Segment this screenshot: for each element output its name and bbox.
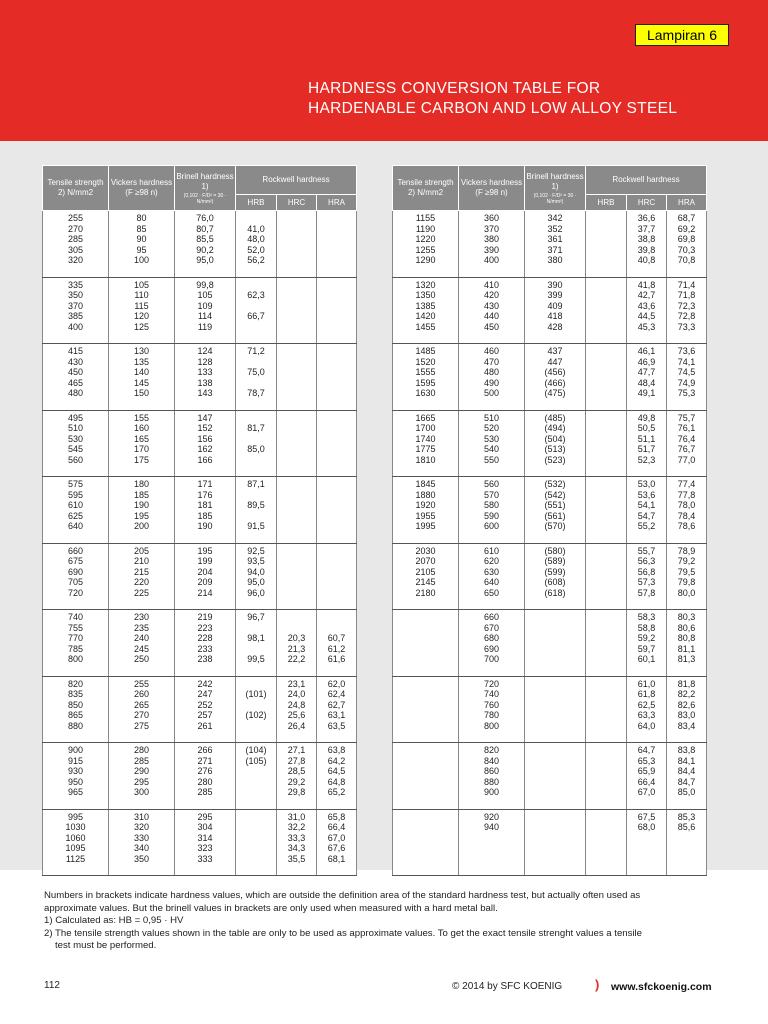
hrc-cell: [277, 543, 317, 610]
tensile-cell: 1845 1880 1920 1955 1995: [393, 477, 459, 544]
brinell-formula: (0,102 · F/D² = 30 · N/mm²): [183, 192, 227, 205]
hrb-cell: 62,3 66,7: [236, 277, 277, 344]
hrc-cell: 64,7 65,3 65,9 66,4 67,0: [627, 743, 667, 810]
header-tensile: Tensile strength 2) N/mm2: [393, 166, 459, 211]
header-hrb: HRB: [236, 195, 277, 211]
tensile-cell: 2030 2070 2105 2145 2180: [393, 543, 459, 610]
brinell-cell: (532) (542) (551) (561) (570): [525, 477, 586, 544]
hrb-cell: [586, 410, 627, 477]
hrc-cell: 36,6 37,7 38,8 39,8 40,8: [627, 211, 667, 278]
note-line: approximate values. But the brinell values in brackets are only used when measured with a hard metal ball.: [44, 902, 498, 914]
header-vickers: Vickers hardness (F ≥98 n): [459, 166, 525, 211]
table-row-group: [43, 477, 357, 544]
vickers-cell: 360 370 380 390 400: [459, 211, 525, 278]
brinell-label: Brinell hardness 1): [526, 171, 584, 191]
tensile-cell: 740 755 770 785 800: [43, 610, 109, 677]
hrc-cell: 58,3 58,8 59,2 59,7 60,1: [627, 610, 667, 677]
brinell-cell: 195 199 204 209 214: [175, 543, 236, 610]
table-row-group: [43, 410, 357, 477]
vickers-cell: 255 260 265 270 275: [109, 676, 175, 743]
conversion-table-left: [42, 165, 357, 876]
table-row-group: [393, 610, 707, 677]
title-line-2: HARDENABLE CARBON AND LOW ALLOY STEEL: [308, 100, 678, 117]
table-body-left: [43, 211, 357, 876]
vickers-cell: 920 940: [459, 809, 525, 876]
vickers-cell: 180 185 190 195 200: [109, 477, 175, 544]
hrb-cell: [236, 809, 277, 876]
hrc-cell: 53,0 53,6 54,1 54,7 55,2: [627, 477, 667, 544]
hrb-cell: [586, 676, 627, 743]
hrb-cell: [586, 743, 627, 810]
brinell-formula: (0,102 · F/D² = 30 · N/mm²): [533, 192, 577, 205]
brinell-label: Brinell hardness 1): [176, 171, 234, 191]
vickers-cell: 310 320 330 340 350: [109, 809, 175, 876]
hra-cell: 71,4 71,8 72,3 72,8 73,3: [667, 277, 707, 344]
vickers-cell: 155 160 165 170 175: [109, 410, 175, 477]
table-row-group: [393, 211, 707, 278]
lampiran-badge: Lampiran 6: [635, 24, 729, 46]
table-row-group: [393, 743, 707, 810]
tensile-cell: [393, 676, 459, 743]
table-row-group: [393, 277, 707, 344]
hrb-cell: [586, 277, 627, 344]
hra-cell: 68,7 69,2 69,8 70,3 70,8: [667, 211, 707, 278]
table-body-right: [393, 211, 707, 876]
table-row-group: [43, 809, 357, 876]
hrc-cell: 46,1 46,9 47,7 48,4 49,1: [627, 344, 667, 411]
page-title: [308, 79, 677, 119]
hrb-cell: 41,0 48,0 52,0 56,2: [236, 211, 277, 278]
website-link[interactable]: www.sfckoenig.com: [611, 981, 712, 993]
brinell-cell: 99,8 105 109 114 119: [175, 277, 236, 344]
hrb-cell: [586, 344, 627, 411]
tensile-cell: 495 510 530 545 560: [43, 410, 109, 477]
hrc-cell: [277, 410, 317, 477]
brinell-cell: 242 247 252 257 261: [175, 676, 236, 743]
vickers-cell: 280 285 290 295 300: [109, 743, 175, 810]
note-line: Numbers in brackets indicate hardness values, which are outside the definition area of the standard hardness test, but actually often used as: [44, 890, 641, 901]
brinell-cell: 219 223 228 233 238: [175, 610, 236, 677]
brinell-cell: [525, 676, 586, 743]
tensile-cell: 1485 1520 1555 1595 1630: [393, 344, 459, 411]
brand-mark-icon: ): [595, 977, 600, 992]
hrc-cell: 67,5 68,0: [627, 809, 667, 876]
tensile-cell: 1155 1190 1220 1255 1290: [393, 211, 459, 278]
header-hra: HRA: [667, 195, 707, 211]
hrb-cell: (101) (102): [236, 676, 277, 743]
hra-cell: 60,7 61,2 61,6: [317, 610, 357, 677]
hrb-cell: 92,5 93,5 94,0 95,0 96,0: [236, 543, 277, 610]
table-row-group: [393, 543, 707, 610]
brinell-cell: 437 447 (456) (466) (475): [525, 344, 586, 411]
hrc-cell: 20,3 21,3 22,2: [277, 610, 317, 677]
hrb-cell: 71,2 75,0 78,7: [236, 344, 277, 411]
brinell-cell: 342 352 361 371 380: [525, 211, 586, 278]
hra-cell: 62,0 62,4 62,7 63,1 63,5: [317, 676, 357, 743]
hrb-cell: [586, 809, 627, 876]
hra-cell: 80,3 80,6 80,8 81,1 81,3: [667, 610, 707, 677]
header-vickers: Vickers hardness (F ≥98 n): [109, 166, 175, 211]
vickers-cell: 80 85 90 95 100: [109, 211, 175, 278]
header-rockwell: Rockwell hardness: [236, 166, 357, 195]
page-number: 112: [44, 980, 60, 991]
footnotes: [44, 890, 724, 953]
hra-cell: 73,6 74,1 74,5 74,9 75,3: [667, 344, 707, 411]
table-row-group: [43, 344, 357, 411]
header-hrc: HRC: [627, 195, 667, 211]
tensile-cell: [393, 743, 459, 810]
table-row-group: [43, 676, 357, 743]
header-brinell: [175, 166, 236, 211]
hrc-cell: 41,8 42,7 43,6 44,5 45,3: [627, 277, 667, 344]
header-banner: [0, 0, 768, 141]
note-tensile-cont: test must be performed.: [55, 940, 157, 951]
hrc-cell: 23,1 24,0 24,8 25,6 26,4: [277, 676, 317, 743]
tensile-cell: 255 270 285 305 320: [43, 211, 109, 278]
hrb-cell: 96,7 98,1 99,5: [236, 610, 277, 677]
brinell-cell: (485) (494) (504) (513) (523): [525, 410, 586, 477]
table-row-group: [43, 543, 357, 610]
table-row-group: [393, 809, 707, 876]
vickers-cell: 660 670 680 690 700: [459, 610, 525, 677]
vickers-cell: 720 740 760 780 800: [459, 676, 525, 743]
hra-cell: 65,8 66,4 67,0 67,6 68,1: [317, 809, 357, 876]
brinell-cell: [525, 743, 586, 810]
hra-cell: [317, 344, 357, 411]
hrb-cell: (104) (105): [236, 743, 277, 810]
hrb-cell: [586, 543, 627, 610]
conversion-table-right: [392, 165, 707, 876]
hra-cell: 81,8 82,2 82,6 83,0 83,4: [667, 676, 707, 743]
tensile-cell: 415 430 450 465 480: [43, 344, 109, 411]
hrb-cell: [586, 610, 627, 677]
brinell-cell: 76,0 80,7 85,5 90,2 95,0: [175, 211, 236, 278]
hrc-cell: 49,8 50,5 51,1 51,7 52,3: [627, 410, 667, 477]
hra-cell: 78,9 79,2 79,5 79,8 80,0: [667, 543, 707, 610]
tensile-cell: 995 1030 1060 1095 1125: [43, 809, 109, 876]
table-row-group: [393, 344, 707, 411]
hrc-cell: 27,1 27,8 28,5 29,2 29,8: [277, 743, 317, 810]
hrc-cell: [277, 344, 317, 411]
hrc-cell: [277, 211, 317, 278]
header-rockwell: Rockwell hardness: [586, 166, 707, 195]
table-row-group: [393, 676, 707, 743]
title-line-1: HARDNESS CONVERSION TABLE FOR: [308, 80, 601, 97]
hrc-cell: [277, 477, 317, 544]
table-row-group: [43, 211, 357, 278]
brinell-cell: [525, 809, 586, 876]
hra-cell: 85,3 85,6: [667, 809, 707, 876]
vickers-cell: 510 520 530 540 550: [459, 410, 525, 477]
tensile-cell: 820 835 850 865 880: [43, 676, 109, 743]
hrb-cell: 87,1 89,5 91,5: [236, 477, 277, 544]
hrb-cell: 81,7 85,0: [236, 410, 277, 477]
hrc-cell: 61,0 61,8 62,5 63,3 64,0: [627, 676, 667, 743]
hrc-cell: 31,0 32,2 33,3 34,3 35,5: [277, 809, 317, 876]
brinell-cell: 171 176 181 185 190: [175, 477, 236, 544]
header-hrb: HRB: [586, 195, 627, 211]
vickers-cell: 230 235 240 245 250: [109, 610, 175, 677]
brinell-cell: 390 399 409 418 428: [525, 277, 586, 344]
brinell-cell: 147 152 156 162 166: [175, 410, 236, 477]
vickers-cell: 460 470 480 490 500: [459, 344, 525, 411]
table-row-group: [43, 610, 357, 677]
header-brinell: [525, 166, 586, 211]
vickers-cell: 820 840 860 880 900: [459, 743, 525, 810]
hrc-cell: 55,7 56,3 56,8 57,3 57,8: [627, 543, 667, 610]
header-tensile: Tensile strength 2) N/mm2: [43, 166, 109, 211]
hra-cell: 75,7 76,1 76,4 76,7 77,0: [667, 410, 707, 477]
hrc-cell: [277, 277, 317, 344]
hra-cell: 77,4 77,8 78,0 78,4 78,6: [667, 477, 707, 544]
note-calculation: 1) Calculated as: HB = 0,95 · HV: [44, 915, 184, 926]
hra-cell: [317, 543, 357, 610]
vickers-cell: 560 570 580 590 600: [459, 477, 525, 544]
tensile-cell: 900 915 930 950 965: [43, 743, 109, 810]
header-hrc: HRC: [277, 195, 317, 211]
hra-cell: [317, 277, 357, 344]
copyright: © 2014 by SFC KOENIG: [452, 981, 563, 992]
table-row-group: [43, 277, 357, 344]
vickers-cell: 610 620 630 640 650: [459, 543, 525, 610]
hra-cell: [317, 211, 357, 278]
table-row-group: [43, 743, 357, 810]
vickers-cell: 410 420 430 440 450: [459, 277, 525, 344]
hra-cell: [317, 410, 357, 477]
hra-cell: [317, 477, 357, 544]
hra-cell: 83,8 84,1 84,4 84,7 85,0: [667, 743, 707, 810]
hrb-cell: [586, 211, 627, 278]
tensile-cell: [393, 809, 459, 876]
note-tensile: 2) The tensile strength values shown in the table are only to be used as approximate values. To get the exact tensile strenght values a tensile: [44, 927, 643, 939]
table-row-group: [393, 477, 707, 544]
brinell-cell: (580) (589) (599) (608) (618): [525, 543, 586, 610]
tensile-cell: 1665 1700 1740 1775 1810: [393, 410, 459, 477]
brinell-cell: 266 271 276 280 285: [175, 743, 236, 810]
vickers-cell: 105 110 115 120 125: [109, 277, 175, 344]
tensile-cell: 1320 1350 1385 1420 1455: [393, 277, 459, 344]
brinell-cell: 124 128 133 138 143: [175, 344, 236, 411]
tensile-cell: 335 350 370 385 400: [43, 277, 109, 344]
brinell-cell: 295 304 314 323 333: [175, 809, 236, 876]
vickers-cell: 130 135 140 145 150: [109, 344, 175, 411]
brinell-cell: [525, 610, 586, 677]
hra-cell: 63,8 64,2 64,5 64,8 65,2: [317, 743, 357, 810]
hrb-cell: [586, 477, 627, 544]
tensile-cell: 575 595 610 625 640: [43, 477, 109, 544]
tensile-cell: 660 675 690 705 720: [43, 543, 109, 610]
table-row-group: [393, 410, 707, 477]
header-hra: HRA: [317, 195, 357, 211]
vickers-cell: 205 210 215 220 225: [109, 543, 175, 610]
tensile-cell: [393, 610, 459, 677]
